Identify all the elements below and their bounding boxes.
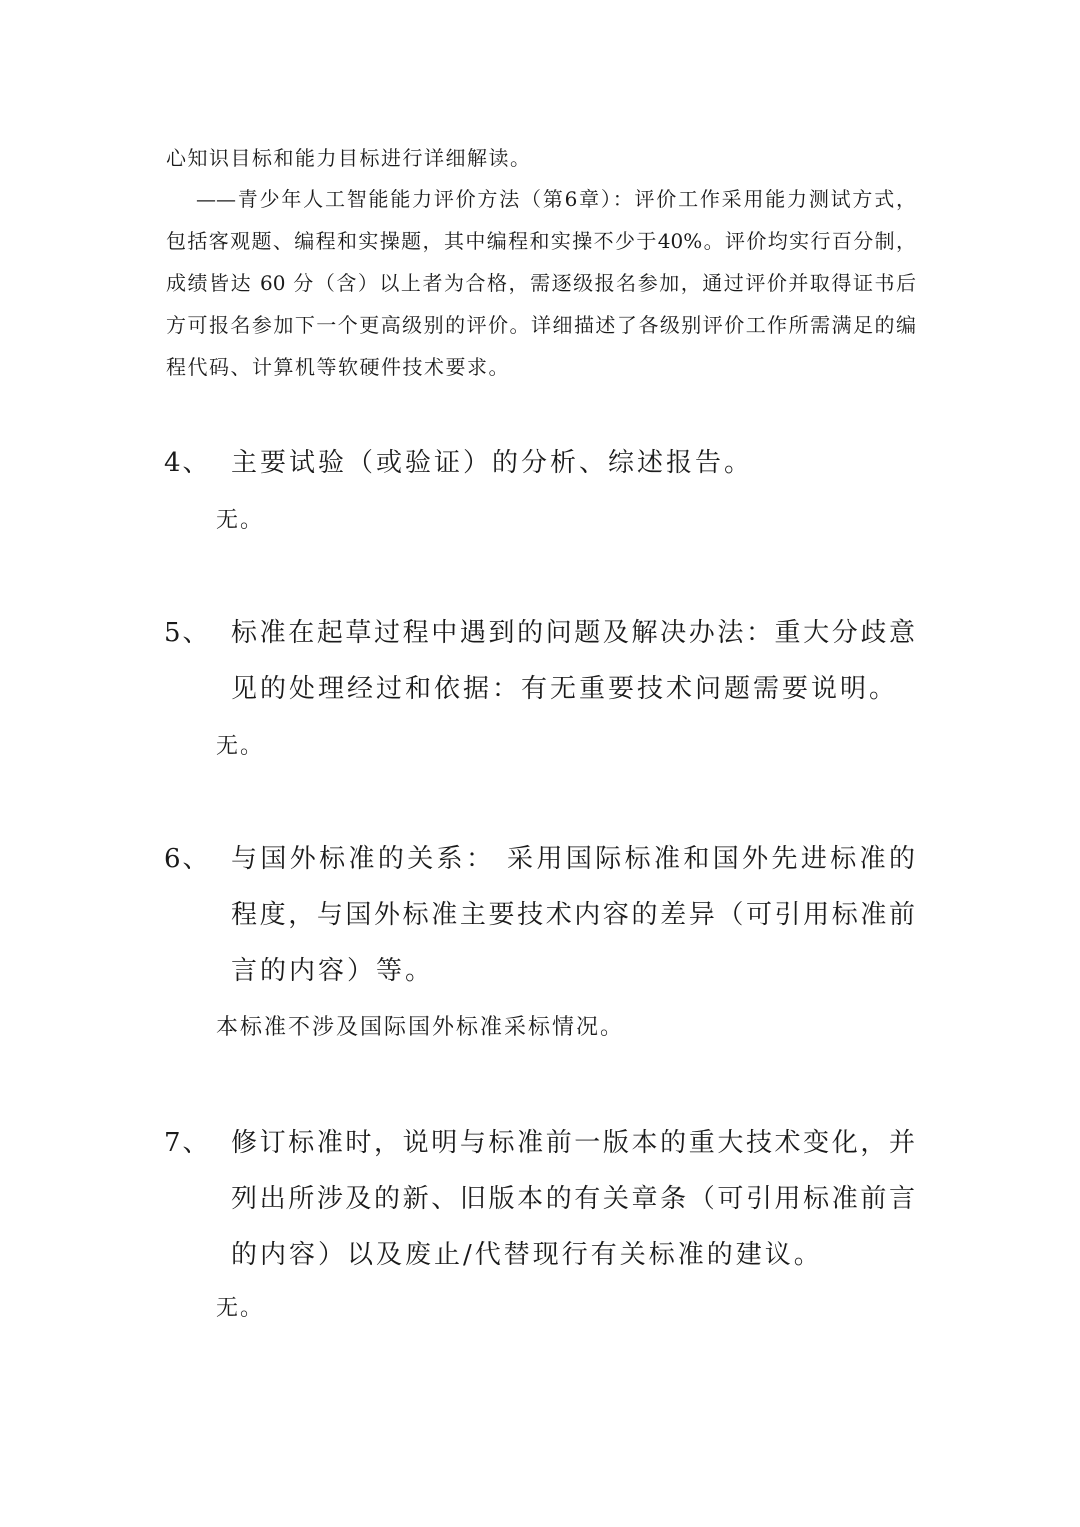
section-number: 6、 <box>164 844 211 874</box>
method-paragraph-line: 成绩皆达 60 分（含）以上者为合格，需逐级报名参加，通过评价并取得证书后 <box>166 271 916 295</box>
intro-line: 心知识目标和能力目标进行详细解读。 <box>166 146 532 170</box>
section-heading: 标准在起草过程中遇到的问题及解决办法：重大分歧意 <box>231 618 915 648</box>
section-heading: 主要试验（或验证）的分析、综述报告。 <box>231 448 754 478</box>
method-paragraph-line: 包括客观题、编程和实操题，其中编程和实操不少于40%。评价均实行百分制， <box>166 229 916 253</box>
method-paragraph-line: 程代码、计算机等软硬件技术要求。 <box>166 355 510 379</box>
section-heading: 与国外标准的关系： 采用国际标准和国外先进标准的 <box>231 844 915 874</box>
section-answer: 本标准不涉及国际国外标准采标情况。 <box>216 1015 625 1040</box>
section-number: 7、 <box>164 1128 211 1158</box>
section-heading: 的内容）以及废止/代替现行有关标准的建议。 <box>231 1240 823 1270</box>
section-number: 4、 <box>164 448 211 478</box>
section-heading: 修订标准时，说明与标准前一版本的重大技术变化，并 <box>231 1128 915 1158</box>
section-heading: 列出所涉及的新、旧版本的有关章条（可引用标准前言 <box>231 1184 915 1214</box>
section-answer: 无。 <box>216 1296 265 1321</box>
section-heading: 程度，与国外标准主要技术内容的差异（可引用标准前 <box>231 900 915 930</box>
section-heading: 见的处理经过和依据：有无重要技术问题需要说明。 <box>231 674 899 704</box>
section-answer: 无。 <box>216 734 265 759</box>
method-paragraph-line: 方可报名参加下一个更高级别的评价。详细描述了各级别评价工作所需满足的编 <box>166 313 916 337</box>
section-number: 5、 <box>164 618 211 648</box>
section-heading: 言的内容）等。 <box>231 956 435 986</box>
section-answer: 无。 <box>216 508 265 533</box>
method-paragraph-line: ——青少年人工智能能力评价方法（第6章）：评价工作采用能力测试方式， <box>196 187 916 211</box>
